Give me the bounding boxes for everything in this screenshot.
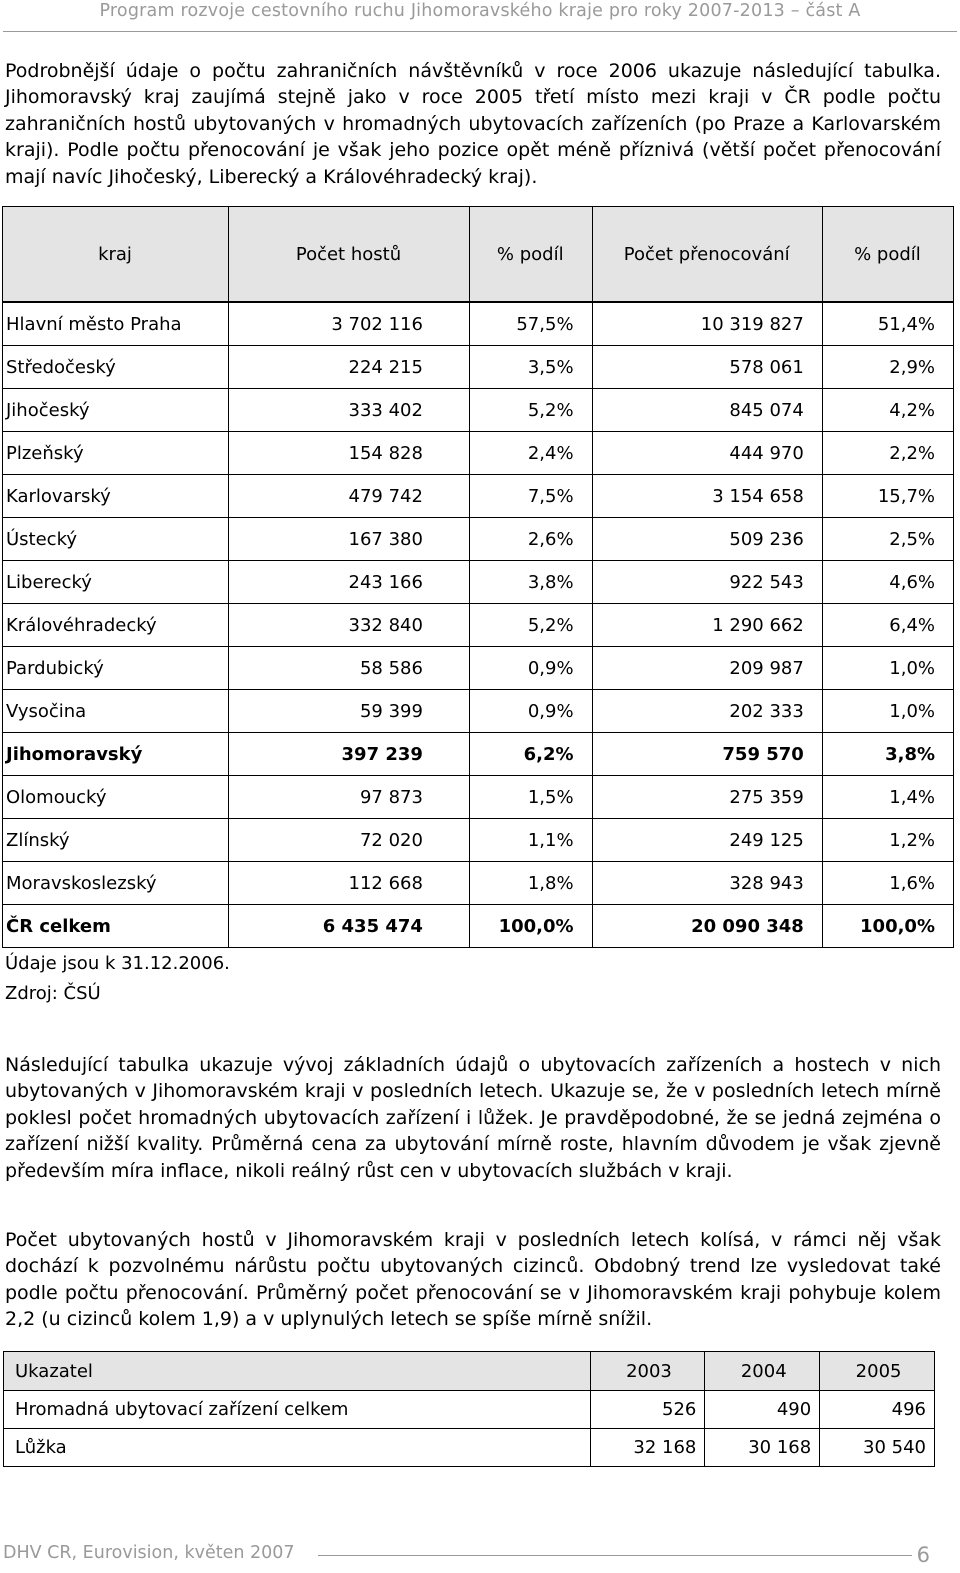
table-row bbox=[3, 905, 954, 948]
page-number: 6 bbox=[916, 1543, 930, 1567]
cell-podil-hoste: 2,6% bbox=[469, 518, 592, 561]
cell-podil-prenocovani: 1,2% bbox=[822, 819, 953, 862]
cell-kraj: Moravskoslezský bbox=[3, 862, 229, 905]
header-title: Program rozvoje cestovního ruchu Jihomoravského kraje pro roky 2007-2013 – část A bbox=[99, 1, 861, 21]
cell-kraj: Olomoucký bbox=[3, 776, 229, 819]
col-header-prenocovani: Počet přenocování bbox=[592, 207, 822, 303]
col-header-2005: 2005 bbox=[820, 1352, 935, 1391]
table-row bbox=[4, 1391, 935, 1429]
cell-hoste: 479 742 bbox=[229, 475, 470, 518]
cell-prenocovani: 328 943 bbox=[592, 862, 822, 905]
table-row bbox=[3, 302, 954, 346]
cell-hoste: 224 215 bbox=[229, 346, 470, 389]
table-row bbox=[3, 776, 954, 819]
table-row bbox=[3, 604, 954, 647]
cell-podil-prenocovani: 2,2% bbox=[822, 432, 953, 475]
col-header-podil2: % podíl bbox=[822, 207, 953, 303]
cell-podil-hoste: 7,5% bbox=[469, 475, 592, 518]
cell-hoste: 333 402 bbox=[229, 389, 470, 432]
table-row bbox=[3, 690, 954, 733]
cell-podil-prenocovani: 2,9% bbox=[822, 346, 953, 389]
table-row bbox=[3, 475, 954, 518]
cell-2004: 30 168 bbox=[705, 1429, 820, 1467]
cell-kraj: Karlovarský bbox=[3, 475, 229, 518]
cell-podil-hoste: 100,0% bbox=[469, 905, 592, 948]
cell-prenocovani: 275 359 bbox=[592, 776, 822, 819]
cell-podil-hoste: 3,8% bbox=[469, 561, 592, 604]
cell-kraj: Liberecký bbox=[3, 561, 229, 604]
table-row bbox=[4, 1429, 935, 1467]
cell-kraj: Vysočina bbox=[3, 690, 229, 733]
header-rule bbox=[3, 31, 957, 32]
cell-prenocovani: 509 236 bbox=[592, 518, 822, 561]
cell-hoste: 97 873 bbox=[229, 776, 470, 819]
footer-rule bbox=[318, 1555, 912, 1556]
cell-2005: 30 540 bbox=[820, 1429, 935, 1467]
cell-podil-prenocovani: 1,4% bbox=[822, 776, 953, 819]
cell-podil-hoste: 1,8% bbox=[469, 862, 592, 905]
accommodation-table bbox=[3, 1351, 935, 1467]
cell-kraj: Plzeňský bbox=[3, 432, 229, 475]
cell-hoste: 397 239 bbox=[229, 733, 470, 776]
cell-prenocovani: 578 061 bbox=[592, 346, 822, 389]
cell-podil-prenocovani: 1,0% bbox=[822, 647, 953, 690]
cell-prenocovani: 845 074 bbox=[592, 389, 822, 432]
cell-hoste: 6 435 474 bbox=[229, 905, 470, 948]
cell-podil-hoste: 1,5% bbox=[469, 776, 592, 819]
paragraph-intro: Podrobnější údaje o počtu zahraničních návštěvníků v roce 2006 ukazuje následující tabulka. Jihomoravský kraj zaujímá stejně jako v roce 2005 třetí místo mezi kraji v ČR podle počtu zahraničních hostů ubytovaných v hromadných ubytovacích zařízeních (po Praze a Karlovarském kraji). Podle počtu přenocování je však jeho pozice opět méně příznivá (větší počet přenocování mají navíc Jihočeský, Liberecký a Královéhradecký kraj). bbox=[5, 60, 941, 188]
foreign-visitors-table bbox=[2, 206, 954, 948]
cell-kraj: Hlavní město Praha bbox=[3, 302, 229, 346]
cell-2003: 32 168 bbox=[590, 1429, 705, 1467]
table-row bbox=[3, 647, 954, 690]
cell-podil-prenocovani: 1,0% bbox=[822, 690, 953, 733]
data-date-note: Údaje jsou k 31.12.2006. bbox=[5, 953, 230, 974]
table-header-row bbox=[3, 207, 954, 303]
page-header bbox=[0, 0, 960, 30]
cell-hoste: 154 828 bbox=[229, 432, 470, 475]
cell-hoste: 72 020 bbox=[229, 819, 470, 862]
paragraph-accommodation: Následující tabulka ukazuje vývoj základních údajů o ubytovacích zařízeních a hostech v nich ubytovaných v Jihomoravském kraji v posledních letech. Ukazuje se, že v posledních letech mírně poklesl počet hromadných ubytovacích zařízení i lůžek. Je pravděpodobné, že se jedná zejména o zařízení nižší kvality. Průměrná cena za ubytování mírně roste, hlavním důvodem je však zjevně především míra inflace, nikoli reálný růst cen v ubytovacích službách v kraji. bbox=[5, 1054, 941, 1182]
cell-podil-prenocovani: 51,4% bbox=[822, 302, 953, 346]
row-label: Hromadná ubytovací zařízení celkem bbox=[4, 1391, 591, 1429]
table-row bbox=[3, 819, 954, 862]
cell-2004: 490 bbox=[705, 1391, 820, 1429]
cell-hoste: 167 380 bbox=[229, 518, 470, 561]
col-header-2004: 2004 bbox=[705, 1352, 820, 1391]
cell-kraj: Ústecký bbox=[3, 518, 229, 561]
cell-podil-hoste: 6,2% bbox=[469, 733, 592, 776]
cell-prenocovani: 202 333 bbox=[592, 690, 822, 733]
table-row bbox=[3, 518, 954, 561]
cell-hoste: 112 668 bbox=[229, 862, 470, 905]
cell-prenocovani: 209 987 bbox=[592, 647, 822, 690]
cell-podil-hoste: 0,9% bbox=[469, 647, 592, 690]
table-row bbox=[3, 862, 954, 905]
cell-prenocovani: 1 290 662 bbox=[592, 604, 822, 647]
col-header-hoste: Počet hostů bbox=[229, 207, 470, 303]
table-row bbox=[3, 561, 954, 604]
table-header-row bbox=[4, 1352, 935, 1391]
cell-podil-hoste: 1,1% bbox=[469, 819, 592, 862]
cell-podil-hoste: 0,9% bbox=[469, 690, 592, 733]
table-row bbox=[3, 733, 954, 776]
cell-podil-hoste: 5,2% bbox=[469, 389, 592, 432]
cell-podil-hoste: 2,4% bbox=[469, 432, 592, 475]
col-header-ukazatel: Ukazatel bbox=[4, 1352, 591, 1391]
cell-podil-prenocovani: 4,2% bbox=[822, 389, 953, 432]
cell-podil-prenocovani: 3,8% bbox=[822, 733, 953, 776]
cell-hoste: 3 702 116 bbox=[229, 302, 470, 346]
cell-prenocovani: 3 154 658 bbox=[592, 475, 822, 518]
cell-podil-prenocovani: 6,4% bbox=[822, 604, 953, 647]
cell-podil-prenocovani: 4,6% bbox=[822, 561, 953, 604]
cell-kraj: Jihomoravský bbox=[3, 733, 229, 776]
cell-podil-prenocovani: 2,5% bbox=[822, 518, 953, 561]
cell-prenocovani: 759 570 bbox=[592, 733, 822, 776]
table-row bbox=[3, 389, 954, 432]
cell-prenocovani: 444 970 bbox=[592, 432, 822, 475]
cell-prenocovani: 922 543 bbox=[592, 561, 822, 604]
cell-2005: 496 bbox=[820, 1391, 935, 1429]
footer-credit: DHV CR, Eurovision, květen 2007 bbox=[3, 1543, 295, 1563]
col-header-podil1: % podíl bbox=[469, 207, 592, 303]
cell-prenocovani: 10 319 827 bbox=[592, 302, 822, 346]
cell-kraj: Zlínský bbox=[3, 819, 229, 862]
paragraph-guests: Počet ubytovaných hostů v Jihomoravském kraji v posledních letech kolísá, v rámci něj však dochází k pozvolnému nárůstu počtu ubytovaných cizinců. Obdobný trend lze vysledovat také podle počtu přenocování. Průměrný počet přenocování se v Jihomoravském kraji pohybuje kolem 2,2 (u cizinců kolem 1,9) a v uplynulých letech se spíše mírně snížil. bbox=[5, 1229, 941, 1331]
cell-podil-hoste: 5,2% bbox=[469, 604, 592, 647]
cell-podil-hoste: 3,5% bbox=[469, 346, 592, 389]
cell-hoste: 58 586 bbox=[229, 647, 470, 690]
col-header-2003: 2003 bbox=[590, 1352, 705, 1391]
row-label: Lůžka bbox=[4, 1429, 591, 1467]
cell-podil-prenocovani: 15,7% bbox=[822, 475, 953, 518]
cell-kraj: Středočeský bbox=[3, 346, 229, 389]
cell-prenocovani: 20 090 348 bbox=[592, 905, 822, 948]
cell-2003: 526 bbox=[590, 1391, 705, 1429]
cell-kraj: ČR celkem bbox=[3, 905, 229, 948]
table-row bbox=[3, 346, 954, 389]
cell-hoste: 59 399 bbox=[229, 690, 470, 733]
cell-podil-prenocovani: 1,6% bbox=[822, 862, 953, 905]
cell-kraj: Pardubický bbox=[3, 647, 229, 690]
cell-hoste: 332 840 bbox=[229, 604, 470, 647]
cell-prenocovani: 249 125 bbox=[592, 819, 822, 862]
cell-podil-hoste: 57,5% bbox=[469, 302, 592, 346]
col-header-kraj: kraj bbox=[3, 207, 229, 303]
cell-kraj: Královéhradecký bbox=[3, 604, 229, 647]
cell-kraj: Jihočeský bbox=[3, 389, 229, 432]
source-note: Zdroj: ČSÚ bbox=[5, 983, 101, 1004]
table-row bbox=[3, 432, 954, 475]
cell-podil-prenocovani: 100,0% bbox=[822, 905, 953, 948]
cell-hoste: 243 166 bbox=[229, 561, 470, 604]
